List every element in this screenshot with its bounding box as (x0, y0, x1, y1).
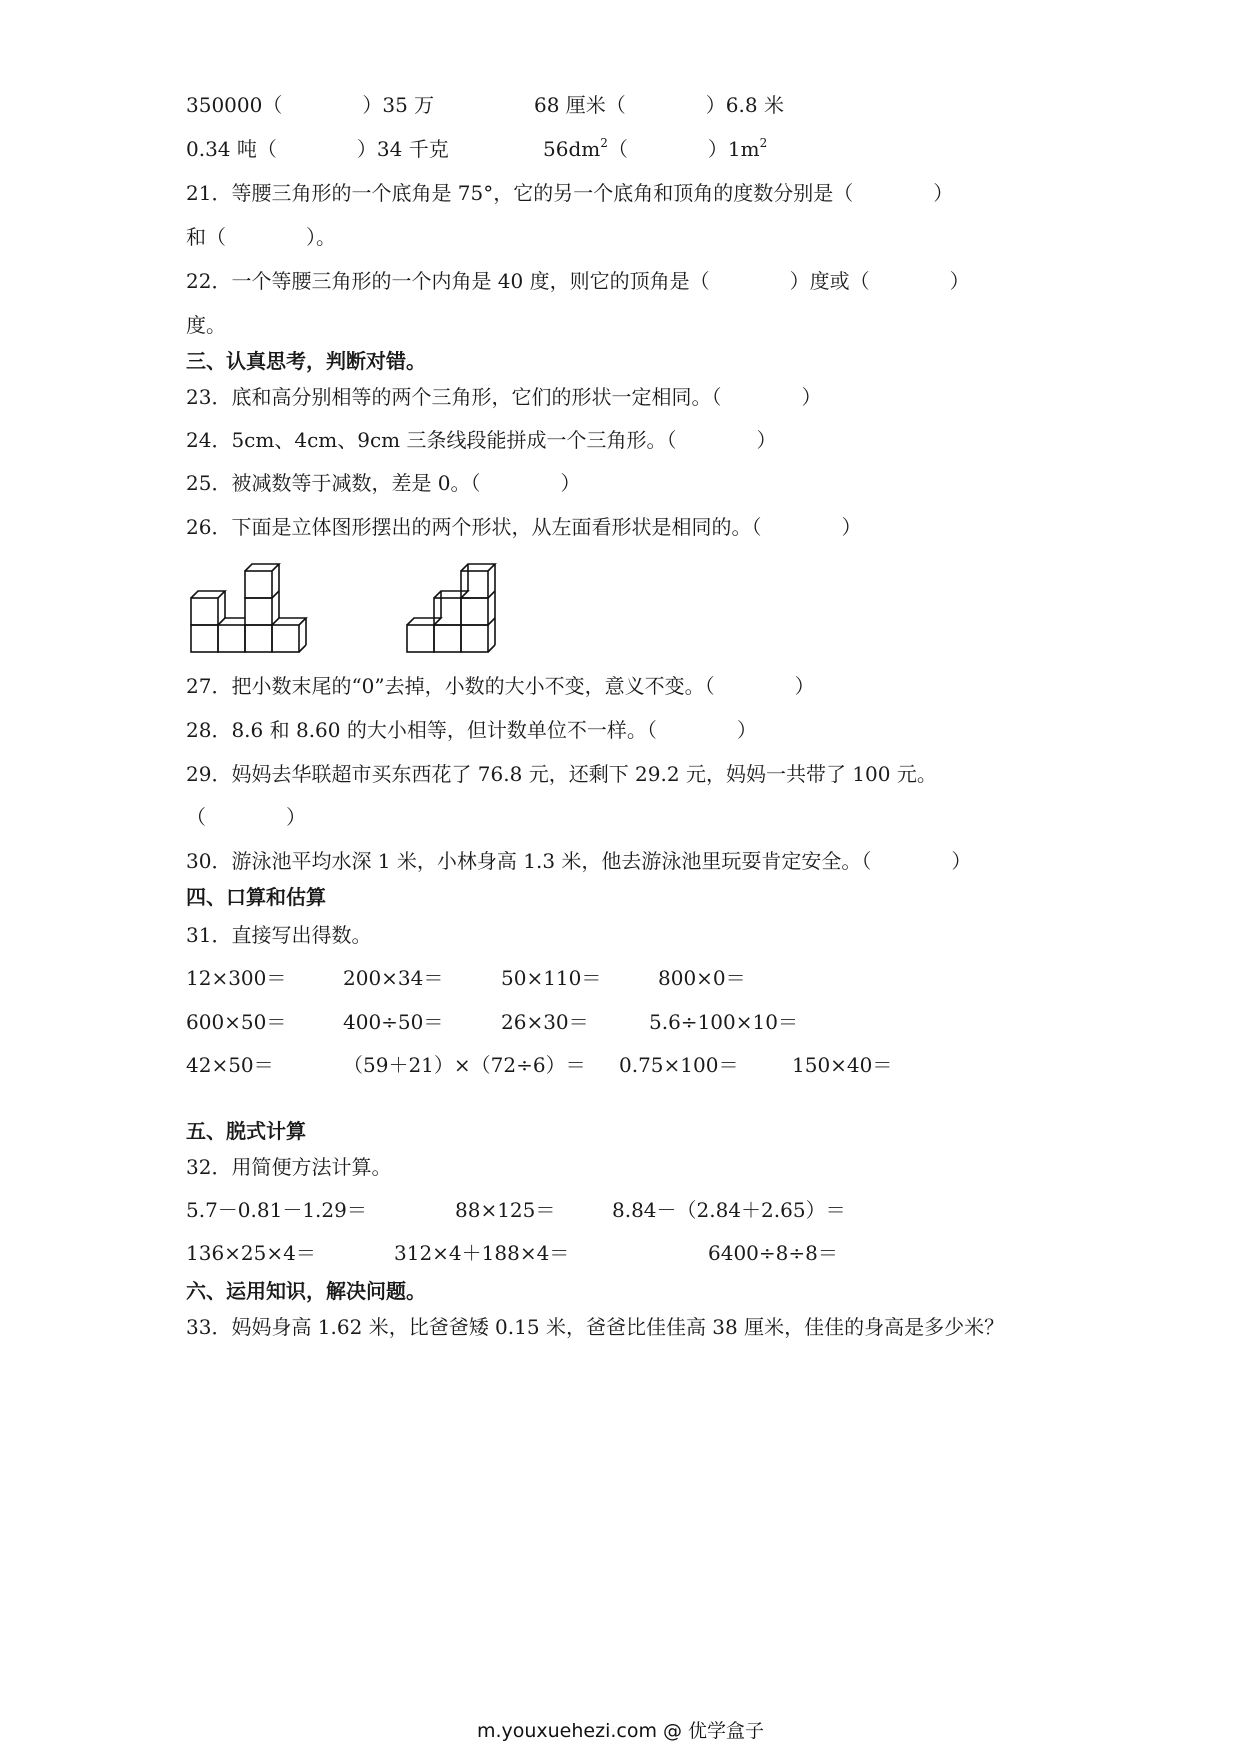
section-6-heading: 六、运用知识，解决问题。 (186, 1279, 426, 1303)
question-33: 33．妈妈身高 1.62 米，比爸爸矮 0.15 米，爸爸比佳佳高 38 厘米，佳佳的身高是多少米？ (186, 1315, 1005, 1339)
calc-item: 50×110＝ (501, 966, 602, 990)
question-26: 26．下面是立体图形摆出的两个形状，从左面看形状是相同的。（ ） (186, 515, 862, 539)
section-4-heading: 四、口算和估算 (186, 885, 326, 909)
calc-item: 400÷50＝ (343, 1010, 444, 1034)
calc2-item: 136×25×4＝ (186, 1241, 316, 1265)
question-30: 30．游泳池平均水深 1 米，小林身高 1.3 米，他去游泳池里玩耍肯定安全。（ ） (186, 849, 972, 873)
calc2-item: 312×4＋188×4＝ (394, 1241, 570, 1265)
question-21-line1: 21．等腰三角形的一个底角是 75°，它的另一个底角和顶角的度数分别是（ ） (186, 181, 954, 205)
calc-item: 12×300＝ (186, 966, 287, 990)
calc-item: 0.75×100＝ (619, 1053, 739, 1077)
question-24: 24．5cm、4cm、9cm 三条线段能拼成一个三角形。（ ） (186, 428, 777, 452)
compare-row-1b: 68 厘米（ ）6.8 米 (534, 93, 784, 117)
compare-row-1a: 350000（ ）35 万 (186, 93, 435, 117)
calc-item: 150×40＝ (792, 1053, 893, 1077)
cube-figure-right (404, 562, 514, 658)
section-3-heading: 三、认真思考，判断对错。 (186, 349, 426, 373)
question-22-line2: 度。 (186, 313, 226, 337)
calc-item: 42×50＝ (186, 1053, 274, 1077)
question-29-line1: 29．妈妈去华联超市买东西花了 76.8 元，还剩下 29.2 元，妈妈一共带了 100 元。 (186, 762, 937, 786)
superscript-2: 2 (600, 136, 608, 150)
question-27: 27．把小数末尾的“0”去掉，小数的大小不变，意义不变。（ ） (186, 674, 815, 698)
question-32: 32．用简便方法计算。 (186, 1155, 392, 1179)
area-56dm: 56dm (543, 137, 601, 161)
footer-watermark: m.youxuehezi.com @ 优学盒子 (476, 1720, 765, 1742)
calc-item: 800×0＝ (658, 966, 746, 990)
superscript-2: 2 (759, 136, 768, 150)
question-23: 23．底和高分别相等的两个三角形，它们的形状一定相同。（ ） (186, 385, 822, 409)
calc-item: 26×30＝ (501, 1010, 589, 1034)
compare-row-2a: 0.34 吨（ ）34 千克 (186, 137, 449, 161)
question-28: 28．8.6 和 8.60 的大小相等，但计数单位不一样。（ ） (186, 718, 757, 742)
question-29-line2: （ ） (186, 805, 306, 829)
calc2-item: 8.84－（2.84＋2.65）＝ (612, 1198, 846, 1222)
calc-item: 5.6÷100×10＝ (649, 1010, 798, 1034)
calc-item: 200×34＝ (343, 966, 444, 990)
section-5-heading: 五、脱式计算 (186, 1119, 306, 1143)
compare-row-2b (543, 136, 767, 162)
cube-figure-left (186, 562, 316, 658)
calc2-item: 6400÷8÷8＝ (708, 1241, 838, 1265)
calc-item: 600×50＝ (186, 1010, 287, 1034)
question-25: 25．被减数等于减数，差是 0。（ ） (186, 471, 581, 495)
question-31: 31．直接写出得数。 (186, 923, 372, 947)
area-1m: （ ）1m (607, 137, 760, 161)
calc2-item: 88×125＝ (455, 1198, 556, 1222)
question-22-line1: 22．一个等腰三角形的一个内角是 40 度，则它的顶角是（ ）度或（ ） (186, 269, 970, 293)
calc-item: （59＋21）×（72÷6）＝ (343, 1053, 586, 1077)
calc2-item: 5.7－0.81－1.29＝ (186, 1198, 367, 1222)
question-21-line2: 和（ ）。 (186, 225, 336, 249)
